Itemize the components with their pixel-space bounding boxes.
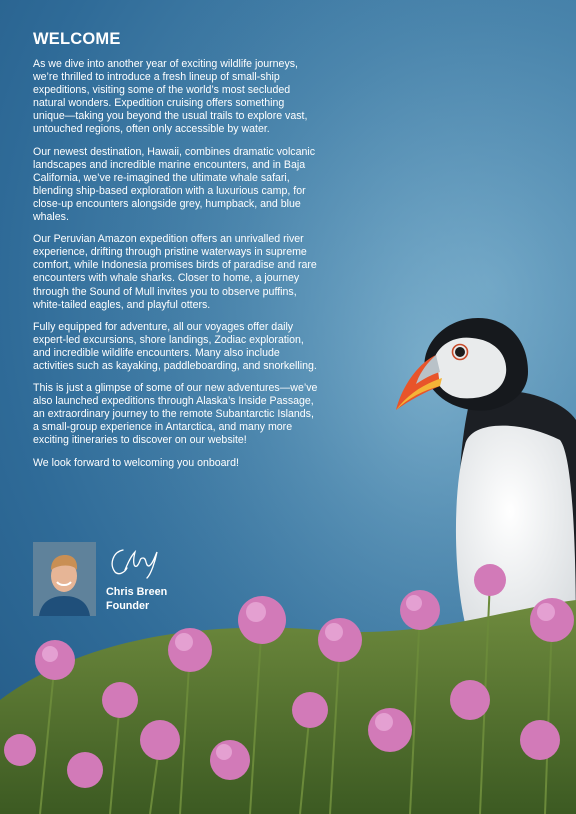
- author-photo: [33, 542, 96, 616]
- letter-content: [33, 30, 318, 479]
- intro-paragraph: As we dive into another year of exciting wildlife journeys, we’re thrilled to introduce a fresh lineup of small-ship expeditions, visiting some of the world’s most secluded natural wonders. Expedition cruising offers something unique—taking you beyond the usual trails to explore vast, untouched regions, often only accessible by water.: [33, 58, 308, 136]
- expeditions-paragraph: Our Peruvian Amazon expedition offers an unrivalled river experience, drifting through pristine waterways in supreme comfort, while Indonesia promises birds of paradise and rare encounters with whale sharks. Closer to home, a journey through the Sound of Mull invites you to observe puffins, white-tailed eagles, and playful otters.: [33, 233, 317, 311]
- author-name: Chris Breen: [106, 586, 168, 598]
- adventures-paragraph: This is just a glimpse of some of our new adventures—we’ve also launched expeditions through Alaska’s Inside Passage, an extraordinary journey to the remote Subantarctic Islands, a small-group experience in Antarctica, and many more exciting itineraries to discover on our website!: [33, 382, 318, 447]
- author-signature: [105, 542, 165, 582]
- closing-paragraph: We look forward to welcoming you onboard!: [33, 456, 239, 469]
- destinations-paragraph: Our newest destination, Hawaii, combines dramatic volcanic landscapes and incredible marine encounters, and in Baja California, we’ve re-imagined the ultimate whale safari, blending ship-based exploration with a luxurious camp, for close-up encounters alongside grey, humpback, and blue whales.: [33, 145, 316, 224]
- activities-paragraph: Fully equipped for adventure, all our voyages offer daily expert-led excursions, shore landings, Zodiac exploration, and incredible wildlife encounters. Many also include activities such as kayaking, paddleboarding, and snorkelling.: [33, 320, 317, 372]
- author-block: [33, 542, 213, 618]
- page-title: WELCOME: [33, 30, 121, 48]
- author-role: Founder: [106, 600, 150, 612]
